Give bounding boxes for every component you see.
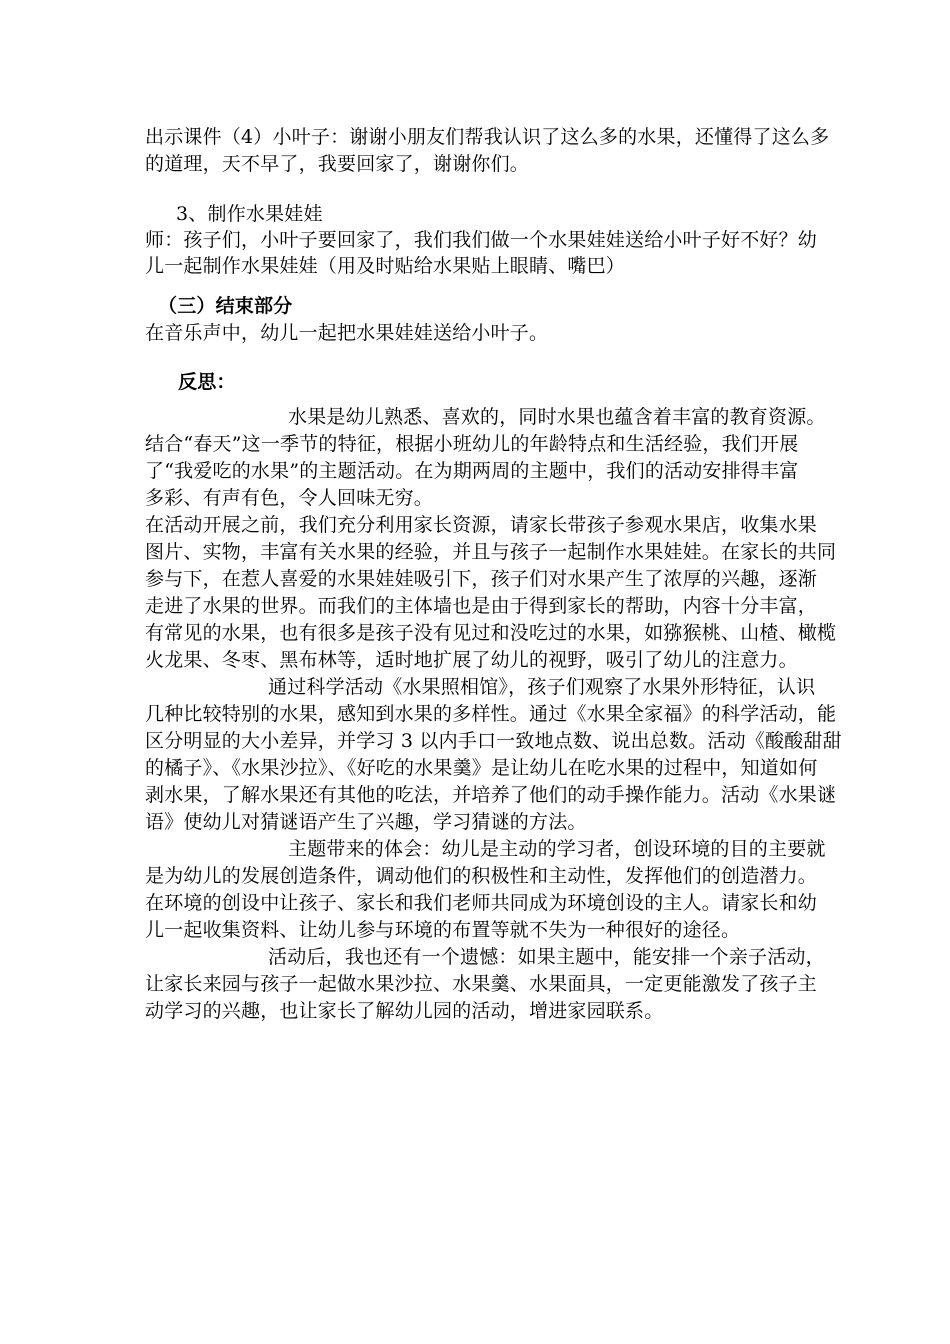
text-line: 儿一起收集资料、让幼儿参与环境的布置等就不失为一种很好的途径。 xyxy=(145,919,741,941)
text-line: 的橘子》、《水果沙拉》、《好吃的水果羹》是让幼儿在吃水果的过程中，知道如何 xyxy=(145,757,818,779)
text-line: 是为幼儿的发展创造条件，调动他们的积极性和主动性，发挥他们的创造潜力。 xyxy=(145,865,818,887)
text-line: 走进了水果的世界。而我们的主体墙也是由于得到家长的帮助，内容十分丰富， xyxy=(145,595,818,617)
text-line: 在环境的创设中让孩子、家长和我们老师共同成为环境创设的主人。请家长和幼 xyxy=(145,892,818,914)
text-line: 参与下，在惹人喜爱的水果娃娃吸引下，孩子们对水果产生了浓厚的兴趣，逐渐 xyxy=(145,568,818,590)
text-line: 水果是幼儿熟悉、喜欢的，同时水果也蕴含着丰富的教育资源。 xyxy=(288,406,826,428)
text-line: 了“我爱吃的水果”的主题活动。在为期两周的主题中，我们的活动安排得丰富 xyxy=(145,460,799,482)
text-line: 通过科学活动《水果照相馆》，孩子们观察了水果外形特征，认识 xyxy=(268,676,816,698)
text-line: 结合“春天”这一季节的特征，根据小班幼儿的年龄特点和生活经验，我们开展 xyxy=(145,433,799,455)
text-line: 的道理，天不早了，我要回家了，谢谢你们。 xyxy=(145,153,530,175)
text-line: 在音乐声中，幼儿一起把水果娃娃送给小叶子。 xyxy=(145,322,549,344)
text-line: 剥水果，了解水果还有其他的吃法，并培养了他们的动手操作能力。活动《水果谜 xyxy=(145,784,837,806)
text-line: 主题带来的体会：幼儿是主动的学习者，创设环境的目的主要就 xyxy=(288,838,826,860)
text-line: 活动后，我也还有一个遗憾：如果主题中，能安排一个亲子活动， xyxy=(268,946,825,968)
text-line: 多彩、有声有色，令人回味无穷。 xyxy=(145,487,434,509)
text-line: 火龙果、冬枣、黑布林等，适时地扩展了幼儿的视野，吸引了幼儿的注意力。 xyxy=(145,649,798,671)
section-heading: （三）结束部分 xyxy=(158,295,293,317)
text-line: 动学习的兴趣，也让家长了解幼儿园的活动，增进家园联系。 xyxy=(145,1000,664,1022)
text-line: 在活动开展之前，我们充分利用家长资源，请家长带孩子参观水果店，收集水果 xyxy=(145,514,818,536)
text-line: 图片、实物，丰富有关水果的经验，并且与孩子一起制作水果娃娃。在家长的共同 xyxy=(145,541,837,563)
section-step-heading: 3、制作水果娃娃 xyxy=(176,203,323,225)
text-line: 让家长来园与孩子一起做水果沙拉、水果羹、水果面具，一定更能激发了孩子主 xyxy=(145,973,818,995)
text-line: 几种比较特别的水果，感知到水果的多样性。通过《水果全家福》的科学活动，能 xyxy=(145,703,837,725)
text-line: 区分明显的大小差异，并学习 3 以内手口一致地点数、说出总数。活动《酸酸甜甜 xyxy=(145,730,842,752)
text-line: 儿一起制作水果娃娃（用及时贴给水果贴上眼睛、嘴巴） xyxy=(145,255,626,277)
text-line: 语》使幼儿对猜谜语产生了兴趣，学习猜谜的方法。 xyxy=(145,811,587,833)
text-line: 有常见的水果，也有很多是孩子没有见过和没吃过的水果，如猕猴桃、山楂、橄榄 xyxy=(145,622,837,644)
text-line: 出示课件（4）小叶子：谢谢小朋友们帮我认识了这么多的水果，还懂得了这么多 xyxy=(145,126,830,148)
text-line: 师：孩子们，小叶子要回家了，我们我们做一个水果娃娃送给小叶子好不好？幼 xyxy=(145,229,818,251)
reflection-heading: 反思： xyxy=(178,371,236,393)
